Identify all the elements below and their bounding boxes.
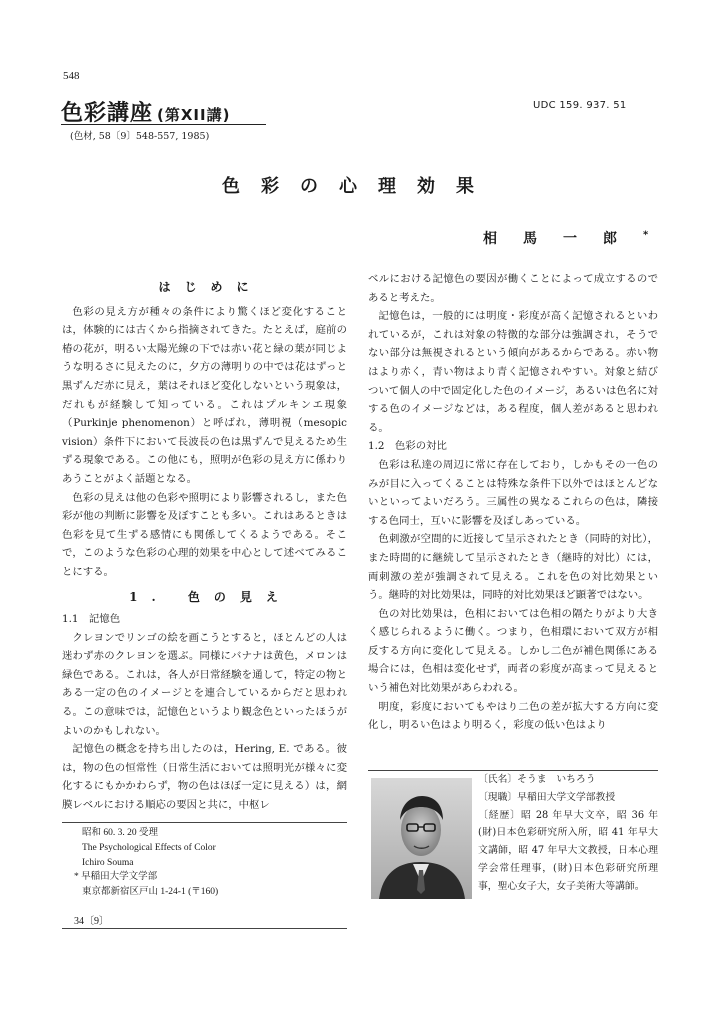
right-paragraph-continued: ベルにおける記憶色の要因が働くことによって成立するのであると考えた。 [368,273,658,304]
contrast-paragraph-4: 明度，彩度においてもやはり二色の差が拡大する方向に変化し，明るい色はより明るく，彩度の低い色はより [368,700,658,732]
affiliation: * 早稲田大学文学部 [74,872,158,883]
right-column [368,270,658,735]
udc-code: UDC 159. 937. 51 [533,100,627,111]
english-title: The Psychological Effects of Color [82,842,216,853]
section-1-paragraph-1: クレヨンでリンゴの絵を画こうとすると，ほとんどの人は迷わず赤のクレヨンを選ぶ。同様にバナナは黄色，メロンは緑色である。これは，各人が日常経験を通して，特定の物とある一定の色のイメージとを連合しているからだと思われる。この意味では，記憶色というより観念色といったほうがよいのかもしれない。 [62,631,347,737]
subsection-1-2-heading: 1.2 色彩の対比 [368,440,447,453]
subsection-1-1-heading: 1.1 記憶色 [62,613,121,626]
series-title [61,96,230,127]
contrast-paragraph-1: 色彩は私達の周辺に常に存在しており，しかもその一色のみが目に入ってくることは特殊な条件下以外ではほとんどないといってよいだろう。三属性の異なるこれらの色は，隣接する色同士，互いに影響を及ぼしあっている。 [368,458,658,527]
bio-position: 〔現職〕早稲田大学文学部教授 [478,791,616,803]
author-footnote-mark: * [643,229,649,241]
page-footer-number: 34〔9〕 [74,916,109,927]
page-number-top: 548 [63,70,80,82]
intro-heading: はじめに [158,280,263,294]
contrast-paragraph-2: 色刺激が空間的に近接して呈示されたとき（同時的対比），また時間的に継続して呈示されたとき（継時的対比）には，両刺激の差が強調されて見える。これを色の対比効果という。継時的対比効果は，同時的対比効果ほど顕著ではない。 [368,533,658,602]
installment-label: (第XII講) [157,106,231,124]
journal-citation: (色材, 58〔9〕548-557, 1985) [70,131,210,142]
bio-career: 〔経歴〕昭 28 年早大文卒，昭 36 年(財)日本色彩研究所入所，昭 41 年早大文講師，昭 47 年早大文教授，日本心理学会常任理事，(財)日本色彩研究所理事，聖心女子大，女子美術大等講師。 [478,809,658,892]
series-name: 色彩講座 [61,101,154,126]
intro-paragraph-1: 色彩の見え方が種々の条件により驚くほど変化することは，体験的には古くから指摘されてきた。たとえば，庭前の椿の花が，明るい太陽光線の下では赤い花と緑の葉が同じような明るさに見えたのに，夕方の薄明りの中では花はずっと黒ずんだ赤に見え，葉はそれほど変化しないという現象は，だれもが経験して知っている。これはプルキンエ現象（Purkinje phenomenon）と呼ばれ，薄明視（mesopic vision）条件下において長波長の色は黒ずんで見えるため生ずる現象である。この他にも，照明が色彩の見え方に係わりあうことがよく話題となる。 [62,305,347,485]
author-photo [371,778,472,899]
footer-rule [62,928,347,929]
intro-paragraph-2: 色彩の見えは他の色彩や照明により影響されるし，また色彩が他の判断に影響を及ぼすことも多い。これはあるときは色彩を見て生ずる感情にも関係してくるようである。そこで，このような色彩の心理的効果を中心として述べてみることにする。 [62,491,347,578]
header-rule [61,124,266,125]
section-1-paragraph-2: 記憶色の概念を持ち出したのは，Hering, E. である。彼は，物の色の恒常性（日常生活においては照明光が様々に変化するにもかかわらず，物の色はほぼ一定に見える）は，網膜レベルにおける順応の要因と共に，中枢レ [62,743,347,812]
received-date: 昭和 60. 3. 20 受理 [82,828,159,838]
footnote [62,826,218,900]
author-text: 相馬一郎 [483,231,643,247]
bio-name: 〔氏名〕そうま いちろう [478,774,596,785]
author-name [483,228,648,248]
article-title: 色彩の心理効果 [222,176,495,197]
section-1-heading: 1. 色の見え [129,589,292,604]
contrast-paragraph-3: 色の対比効果は，色相においては色相の隔たりがより大きく感じられるように働く。つまり，色相環において双方が相反する方向に変化して見える。しかし二色が補色関係にある場合には，色相は変化せず，両者の彩度が高まって見えるという補色対比効果があらわれる。 [368,607,658,695]
english-author: Ichiro Souma [82,857,134,868]
left-column [62,278,347,815]
address: 東京都新宿区戸山 1-24-1 (〒160) [82,887,219,898]
footnote-rule [62,822,347,823]
author-bio [478,771,658,896]
memory-color-paragraph: 記憶色は，一般的には明度・彩度が高く記憶されるといわれているが，これは対象の特徴的な部分は強調され，そうでない部分は無視されるという傾向があるからである。赤い物はより赤く，青い物はより青く記憶されやすい。対象と結びついて個人の中で固定化した色のイメージ，あるいは色名に対する色のイメージなどは，ある程度，個人差があると思われる。 [368,310,658,434]
